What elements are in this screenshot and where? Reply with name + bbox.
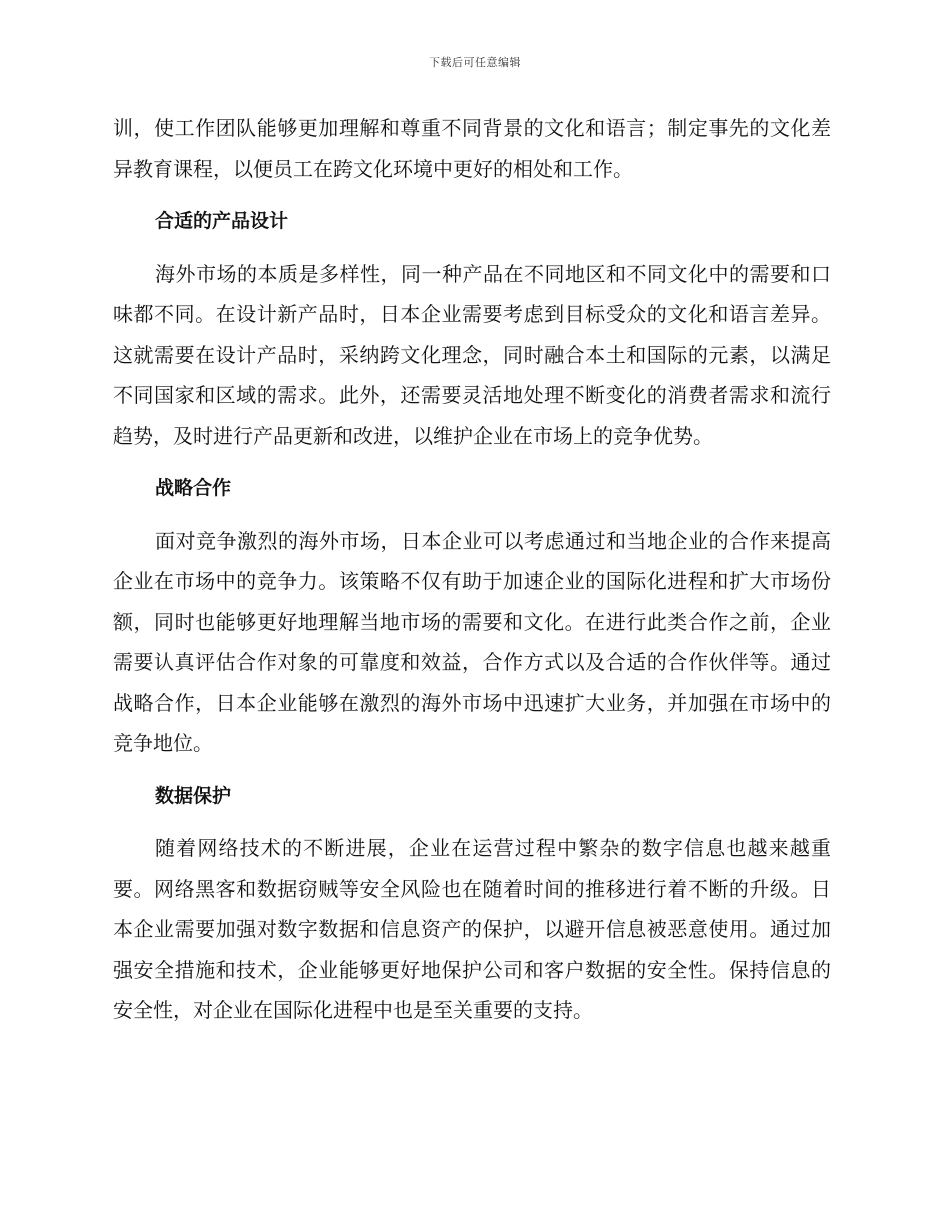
heading-data-protection: 数据保护	[155, 784, 232, 807]
heading-strategic-cooperation: 战略合作	[155, 477, 232, 499]
paragraph-intro-continuation: 训，使工作团队能够更加理解和尊重不同背景的文化和语言；制定事先的文化差异教育课程，以便员工在跨文化环境中更好的相处和工作。	[113, 116, 831, 181]
heading-product-design: 合适的产品设计	[155, 210, 289, 232]
paragraph-product-design: 海外市场的本质是多样性，同一种产品在不同地区和不同文化中的需要和口味都不同。在设计新产品时，日本企业需要考虑到目标受众的文化和语言差异。这就需要在设计产品时，采纳跨文化理念，同时融合本土和国际的元素，以满足不同国家和区域的需求。此外，还需要灵活地处理不断变化的消费者需求和流行趋势，及时进行产品更新和改进，以维护企业在市场上的竞争优势。	[113, 261, 831, 448]
paragraph-data-protection: 随着网络技术的不断进展，企业在运营过程中繁杂的数字信息也越来越重要。网络黑客和数据窃贼等安全风险也在随着时间的推移进行着不断的升级。日本企业需要加强对数字数据和信息资产的保护，以避开信息被恶意使用。通过加强安全措施和技术，企业能够更好地保护公司和客户数据的安全性。保持信息的安全性，对企业在国际化进程中也是至关重要的支持。	[113, 836, 831, 1022]
page-header: 下载后可任意编辑	[429, 56, 521, 69]
paragraph-strategic-cooperation: 面对竞争激烈的海外市场，日本企业可以考虑通过和当地企业的合作来提高企业在市场中的竞争力。该策略不仅有助于加速企业的国际化进程和扩大市场份额，同时也能够更好地理解当地市场的需要和文化。在进行此类合作之前，企业需要认真评估合作对象的可靠度和效益，合作方式以及合适的合作伙伴等。通过战略合作，日本企业能够在激烈的海外市场中迅速扩大业务，并加强在市场中的竞争地位。	[113, 528, 831, 755]
document-body	[113, 108, 831, 1031]
